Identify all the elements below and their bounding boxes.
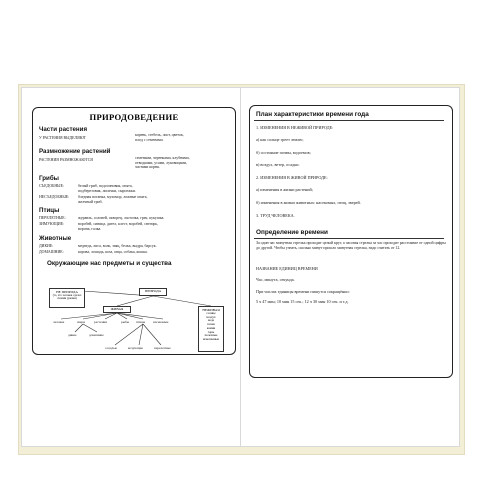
living-box: ЖИВАЯ	[103, 306, 131, 313]
not-nature-box	[49, 288, 85, 308]
plan-item-2a: а) изменения в жизни растений;	[256, 187, 313, 192]
reproduction-key: РАСТЕНИЯ РАЗМНОЖАЮТСЯ	[39, 158, 93, 162]
migratory-value: журавль, соловей, скворец, ласточка, грач, кукушка.	[78, 216, 165, 220]
nonliving-items: солнце воздух вода почва камни горы полезные ископаемые	[202, 311, 220, 341]
example-text: 5 ч 47 мин; 10 мин 15 сек.; 12 ч 30 мин 10 сек. и т.д.	[256, 299, 349, 304]
plant-parts-value: корень, стебель, лист, цветок, плод с семенами.	[135, 133, 184, 142]
wild-value: медведь, лиса, волк, заяц, белка, выдра, барсук.	[78, 244, 157, 248]
plant-parts-heading: Части растения	[39, 126, 88, 133]
left-page	[21, 87, 241, 447]
units-text: Час, минута, секунда.	[256, 277, 295, 282]
plan-item-3: 3. ТРУД ЧЕЛОВЕКА.	[256, 213, 295, 218]
domestic-key: ДОМАШНИЕ:	[39, 250, 64, 254]
animals-wild: дикие	[68, 333, 77, 337]
nonliving-box	[198, 306, 224, 352]
inedible-value: бледная поганка, мухомор, ложные опята, желчный гриб.	[78, 195, 148, 204]
birds-heading: Птицы	[39, 207, 60, 214]
animals-domestic: домашние	[89, 333, 104, 337]
plan-item-1: 1. ИЗМЕНЕНИЯ В НЕЖИВОЙ ПРИРОДЕ:	[256, 125, 334, 130]
right-page	[240, 87, 460, 447]
group-human: человек	[53, 320, 65, 324]
group-plants: растения	[94, 320, 107, 324]
group-insects: насекомые	[153, 320, 169, 324]
group-birds: птицы	[136, 320, 146, 324]
wintering-key: ЗИМУЮЩИЕ:	[39, 222, 65, 226]
plan-item-1b: б) состояние почвы, водоемов;	[256, 150, 311, 155]
birds-migratory: перелетные	[154, 346, 171, 350]
wild-key: ДИКИЕ:	[39, 244, 54, 248]
not-nature-label: НЕ ПРИРОДА	[56, 290, 78, 294]
group-fish: рыбы	[121, 320, 129, 324]
plan-item-2b: б) изменения в жизни животных: насекомых, птиц, зверей.	[256, 200, 361, 205]
time-text: За один час минутная стрелка проходит целый круг, а часовая стрелка за час проходит расстояние от одной цифры до другой. Чтобы узнать, сколько минут прошло минутная стрелка, надо считать от 12.	[256, 241, 446, 251]
plan-item-1a: а) как солнце греет землю;	[256, 137, 304, 142]
nature-box: ПРИРОДА	[139, 288, 167, 296]
units-heading: НАЗВАНИЕ ЕДИНИЦ ВРЕМЕНИ	[256, 266, 318, 271]
wintering-value: воробей, синица, дятел, клест, воробей, снегирь, ворона, галка.	[78, 222, 159, 231]
plan-item-2: 2. ИЗМЕНЕНИЯ В ЖИВОЙ ПРИРОДЕ:	[256, 175, 328, 180]
nature-study-card	[32, 107, 236, 355]
surroundings-heading: Окружающие нас предметы и существа	[47, 260, 172, 267]
group-beasts: звери	[77, 320, 85, 324]
mushrooms-heading: Грибы	[39, 175, 59, 182]
inedible-key: НЕСЪЕДОБНЫЕ:	[39, 195, 70, 199]
domestic-value: корова, лошадь, коза, овца, собака, кошка.	[78, 250, 148, 254]
time-heading: Определение времени	[256, 229, 328, 236]
birds-nomadic: кочующие	[128, 346, 143, 350]
nonliving-label: НЕЖИВАЯ	[202, 308, 220, 312]
time-divider	[254, 238, 444, 239]
birds-settled: оседлые	[105, 346, 117, 350]
not-nature-note: (то, что человек сделал своими руками)	[52, 293, 82, 301]
migratory-key: ПЕРЕЛЕТНЫЕ:	[39, 216, 66, 220]
animals-heading: Животные	[39, 235, 72, 242]
write-text: При числах единицы времени пишутся сокращённо:	[256, 289, 350, 294]
reproduction-value: семенами, черенками, клубнями, отводками, усами, луковицами, частями корня.	[135, 156, 190, 170]
plant-parts-key: У РАСТЕНИЯ ВЫДЕЛЯЮТ	[39, 136, 87, 140]
plan-heading: План характеристики времени года	[256, 111, 369, 118]
heading-divider	[254, 120, 444, 121]
plan-item-1c: в) воздух, ветер, осадки.	[256, 162, 300, 167]
time-card	[249, 105, 453, 378]
page-title: ПРИРОДОВЕДЕНИЕ	[89, 112, 179, 122]
edible-key: СЪЕДОБНЫЕ:	[39, 184, 65, 188]
reproduction-heading: Размножение растений	[39, 148, 111, 155]
edible-value: белый гриб, подосиновик, опята, подберезовик, лисички, сыроежки.	[78, 184, 136, 193]
nature-diagram	[35, 291, 235, 355]
